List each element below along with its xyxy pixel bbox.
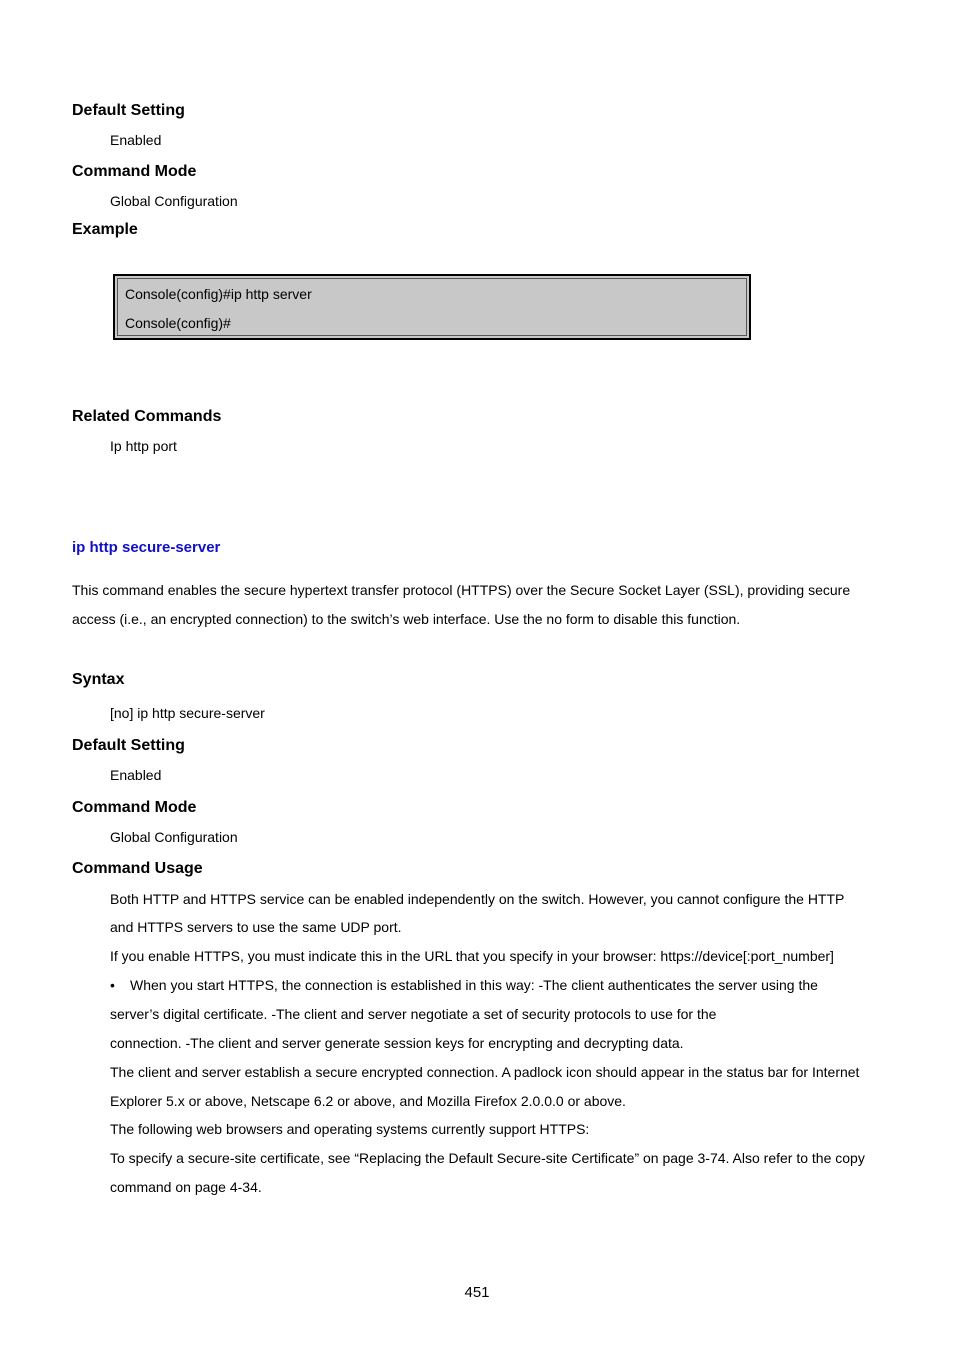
default-setting-value: Enabled bbox=[110, 132, 162, 148]
usage-line: If you enable HTTPS, you must indicate this in the URL that you specify in your browser: https://device[:port_number] bbox=[110, 948, 834, 964]
command-title: ip http secure-server bbox=[72, 539, 221, 556]
usage-line: server’s digital certificate. -The client and server negotiate a set of security protocols to use for the bbox=[110, 1006, 717, 1022]
command-usage-heading: Command Usage bbox=[72, 860, 203, 877]
syntax-value: [no] ip http secure-server bbox=[110, 705, 265, 721]
usage-line: Explorer 5.x or above, Netscape 6.2 or above, and Mozilla Firefox 2.0.0.0 or above. bbox=[110, 1093, 626, 1109]
command-mode-heading: Command Mode bbox=[72, 163, 197, 180]
console-line: Console(config)#ip http server bbox=[125, 286, 312, 302]
usage-line: Both HTTP and HTTPS service can be enabled independently on the switch. However, you cannot configure the HTTP bbox=[110, 891, 845, 907]
syntax-heading: Syntax bbox=[72, 671, 125, 688]
command-mode-heading: Command Mode bbox=[72, 799, 197, 816]
usage-line: The following web browsers and operating systems currently support HTTPS: bbox=[110, 1121, 590, 1137]
related-command-link: Ip http port bbox=[110, 438, 177, 454]
default-setting-heading: Default Setting bbox=[72, 102, 185, 119]
usage-line: To specify a secure-site certificate, see “Replacing the Default Secure-site Certificate” on page 3-74. Also refer to the copy bbox=[110, 1150, 865, 1166]
usage-line: command on page 4-34. bbox=[110, 1179, 262, 1195]
bullet-icon: • bbox=[110, 977, 115, 993]
usage-line: The client and server establish a secure encrypted connection. A padlock icon should appear in the status bar for Internet bbox=[110, 1064, 860, 1080]
description-line: access (i.e., an encrypted connection) to the switch’s web interface. Use the no form to disable this function. bbox=[72, 611, 741, 627]
related-commands-heading: Related Commands bbox=[72, 408, 222, 425]
usage-line: and HTTPS servers to use the same UDP port. bbox=[110, 919, 402, 935]
description-line: This command enables the secure hypertext transfer protocol (HTTPS) over the Secure Socket Layer (SSL), providing secure bbox=[72, 582, 851, 598]
page-number: 451 bbox=[464, 1284, 490, 1301]
usage-line: connection. -The client and server generate session keys for encrypting and decrypting data. bbox=[110, 1035, 684, 1051]
console-line: Console(config)# bbox=[125, 315, 231, 331]
default-setting-value: Enabled bbox=[110, 767, 162, 783]
console-example-box bbox=[113, 274, 751, 340]
example-heading: Example bbox=[72, 221, 138, 238]
default-setting-heading: Default Setting bbox=[72, 737, 185, 754]
usage-line: When you start HTTPS, the connection is established in this way: -The client authenticates the server using the bbox=[130, 977, 818, 993]
command-mode-value: Global Configuration bbox=[110, 193, 238, 209]
command-mode-value: Global Configuration bbox=[110, 829, 238, 845]
